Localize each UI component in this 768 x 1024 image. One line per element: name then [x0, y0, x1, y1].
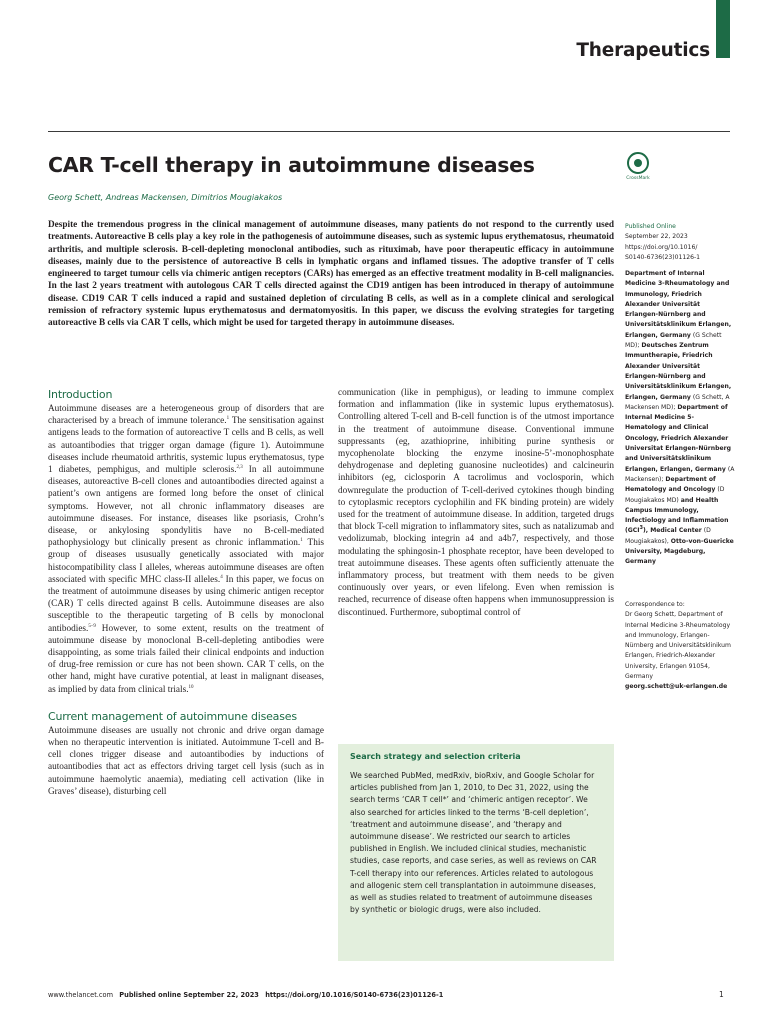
footer-site-link[interactable]: www.thelancet.com: [48, 991, 113, 999]
footer-doi[interactable]: https://doi.org/10.1016/S0140-6736(23)01126-1: [265, 991, 444, 999]
reference-marker[interactable]: 2,3: [236, 464, 243, 470]
affiliation-2: Deutsches Zentrum Immuntherapie, Friedrich Alexander Universität Erlangen-Nürnberg and Universitätsklinikum Erlangen, Erlangen, Germany: [625, 342, 732, 401]
intro-text-3: In all autoimmune diseases, autoreactive B-cell clones and autoantibodies directed against a patient’s own antigens are formed long before the onset of clinical symptoms. However, not all chronic inflammatory diseases are autoimmune diseases. For instance, diseases like psoriasis, Crohn’s disease, or ankylosing spondylitis have no B-cell-mediated pathophysiology but clinically present as chronic inflammation.: [48, 465, 324, 549]
reference-marker[interactable]: 4: [220, 574, 223, 580]
search-strategy-text: We searched PubMed, medRxiv, bioRxiv, and Google Scholar for articles published from Jan 1, 2010, to Dec 31, 2022, using the search terms ‘CAR T cell*’ and ‘chimeric antigen receptor’. We also searched for articles linked to the terms ‘B-cell depletion’, ‘treatment and autoimmune disease’, and ‘therapy and autoimmune disease’. We restricted our search to articles published in English. We included clinical studies, mechanistic studies, case reports, and case series, as well as reviews on CAR T-cell therapy into our references. Articles related to autologous and allogenic stem cell transplantation in autoimmune diseases, as well as studies related to treatment of autoimmune diseases by synthetic or biologic drugs, were also included.: [350, 771, 597, 915]
article-authors: Georg Schett, Andreas Mackensen, Dimitrios Mougiakakos: [48, 193, 283, 202]
correspondence-address: Dr Georg Schett, Department of Internal Medicine 3-Rheumatology and Immunology, Erlangen-Nürnberg and Universitätsklinikum Erlangen, Friedrich-Alexander University, Erlangen 91054, Germany: [625, 611, 731, 681]
affiliation-5-end: ), Medical Center: [643, 527, 702, 535]
correspondence-label: Correspondence to:: [625, 601, 685, 608]
page-number: 1: [719, 990, 724, 999]
crossmark-icon[interactable]: [622, 152, 654, 188]
reference-marker[interactable]: 5–9: [88, 623, 96, 629]
affiliation-3-authors: (A Mackensen);: [625, 465, 735, 483]
search-strategy-title: Search strategy and selection criteria: [350, 752, 521, 761]
published-date: September 22, 2023: [625, 233, 688, 241]
affiliation-4-authors: (D Mougiakakos MD): [625, 486, 725, 504]
journal-section-label: Therapeutics: [576, 40, 710, 61]
article-abstract: Despite the tremendous progress in the clinical management of autoimmune diseases, many patients do not respond to the currently used treatments. Autoreactive B cells play a key role in the pathogenesis of autoimmune diseases, such as systemic lupus erythematosus, rheumatoid arthritis, and multiple sclerosis. B-cell-depleting monoclonal antibodies, such as rituximab, have poor therapeutic efficacy in autoimmune diseases, mainly due to the persistence of autoreactive B cells in lymphatic organs and inflamed tissues. The adoptive transfer of T cells engineered to target tumour cells via chimeric antigen receptors (CARs) has emerged as an effective treatment modality in B-cell malignancies. In the last 2 years treatment with autologous CAR T cells directed against the CD19 antigen has been introduced in therapy of autoimmune disease. CD19 CAR T cells induced a rapid and sustained depletion of circulating B cells, as well as in a complete clinical and serological remission of refractory systemic lupus erythematosus and dermatomyositis. In this paper, we discuss the evolving strategies for targeting autoreactive B cells via CAR T cells, which might be used for targeted therapy in autoimmune diseases.: [48, 220, 614, 329]
section-color-bar: [716, 0, 730, 58]
affiliation-6: Otto-von-Guericke University, Magdeburg, Germany: [625, 537, 734, 566]
article-title: CAR T-cell therapy in autoimmune diseases: [48, 153, 535, 177]
current-management-heading: Current management of autoimmune diseases: [48, 709, 297, 723]
intro-text-6: However, to some extent, results on the treatment of autoimmune disease by monoclonal B-cell-depleting antibodies were disappointing, as some trials failed their clinical endpoints and induction of drug-free remission or cure has not been shown. CAR T cells, on the other hand, might have curative potential, at least in malignant diseases, as implied by data from clinical trials.: [48, 623, 324, 695]
current-management-paragraph: Autoimmune diseases are usually not chronic and drive organ damage when no therapeutic intervention is initiated. Autoimmune T-cell and B-cell clones trigger disease and autoantibodies by inductions of autoantibodies that act as effectors driving target cell lysis (such as in autoimmune haemolytic anaemia), mediating cell activation (like in Graves’ disease), disturbing cell: [48, 725, 324, 797]
page-footer: [48, 991, 443, 999]
intro-text-5: In this paper, we focus on the treatment of autoimmune diseases by using chimeric antigen receptor (CAR) T cells directed against B cells. Autoimmune diseases are also susceptible to the therapeutic targeting of B cells by monoclonal antibodies.: [48, 574, 324, 634]
intro-text-2: The sensitisation against antigens leads to the formation of autoreactive T cells and B cells, as well as autoantibodies that trigger organ damage (figure 1). Autoimmune diseases include rheumatoid arthritis, systemic lupus erythematosus, type 1 diabetes, pemphigus, and multiple sclerosis.: [48, 416, 325, 476]
affiliation-1-authors: (G Schett MD);: [625, 331, 722, 350]
intro-text-1: Autoimmune diseases are a heterogeneous group of disorders that are characterised by a breach of immune tolerance.: [48, 404, 324, 427]
reference-marker[interactable]: 10: [188, 684, 194, 690]
correspondence-info: [625, 600, 735, 693]
author-affiliations: [625, 269, 735, 568]
crossmark-label: CrossMark: [626, 176, 650, 181]
affiliation-5-authors: (D Mougiakakos),: [625, 527, 711, 545]
header-divider: [48, 131, 730, 132]
affiliation-5-text: and Health Campus Immunology, Infectiology and Inflammation (GCI: [625, 496, 729, 535]
affiliation-4: Department of Hematology and Oncology: [625, 475, 716, 494]
reference-marker[interactable]: 1: [300, 538, 303, 544]
introduction-paragraph: [48, 403, 324, 696]
intro-text-4: This group of diseases ususually genetically associated with major histocompatibility class I alleles, whereas autoimmune diseases are often associated with specific MHC class-II alleles.: [48, 538, 324, 585]
search-strategy-panel: [338, 744, 614, 961]
affiliation-2-authors: (G Schett, A Mackensen MD);: [625, 393, 730, 411]
affiliation-3: Department of Internal Medicine 5-Hematology and Clinical Oncology, Friedrich Alexander Universitat Erlangen-Nürnberg and Universitätsklinikum Erlangen, Erlangen, Germany: [625, 403, 731, 473]
footer-published: Published online September 22, 2023: [119, 991, 259, 999]
body-column-left: [48, 387, 324, 798]
affiliation-1: Department of Internal Medicine 3-Rheumatology and Immunology, Friedrich Alexander Universität Erlangen-Nürnberg and Universitätsklinikum Erlangen, Erlangen, Germany: [625, 270, 732, 339]
crossmark-dot: [634, 159, 642, 167]
body-paragraph-continued: communication (like in pemphigus), or leading to immune complex formation and inflammation (like in systemic lupus erythematosus). Controlling altered T-cell and B-cell function is of the utmost importance in the treatment of autoimmune disease. Conventional immune suppressants (eg, azathioprine, inhibiting purine synthesis or mycophenolate blocking the enzyme inosine-5’-monophosphate dehydrogenase and depleting guanosine nucleotides) and calcineurin inhibitors (eg, ciclosporin A tacrolimus and voclosporin, which downregulate the production of T-cell-derived cytokines though binding to cytoplasmic receptors cyclophilin and FK binding protein) are widely used for the treatment of autoimmune disease. In addition, targeted drugs that block T-cell migration to inflammatory sites, such as natalizumab and vedolizumab, blocking integrin a4 and a4b7, respectively, and those modulating the sphingosin-1 phosphate receptor, have been developed to treat autoimmune diseases. These agents often sufficiently attenuate the inflammatory process, but treatment with them needs to be given continuously over years, or even lifelong. Even when remission is reached, recurrence of disease often happens when immunosuppression is discontinued. Furthermore, suboptimal control of: [338, 388, 614, 618]
correspondence-email[interactable]: georg.schett@uk-erlangen.de: [625, 683, 728, 691]
publication-info: [625, 222, 735, 263]
body-column-right: [338, 387, 614, 619]
doi-identifier[interactable]: S0140-6736(23)01126-1: [625, 253, 701, 261]
affiliation-5-superscript: 3: [639, 525, 644, 532]
reference-marker[interactable]: 1: [226, 416, 230, 422]
published-online-label: Published Online: [625, 223, 676, 230]
doi-link[interactable]: https://doi.org/10.1016/: [625, 243, 698, 251]
introduction-heading: Introduction: [48, 388, 113, 401]
